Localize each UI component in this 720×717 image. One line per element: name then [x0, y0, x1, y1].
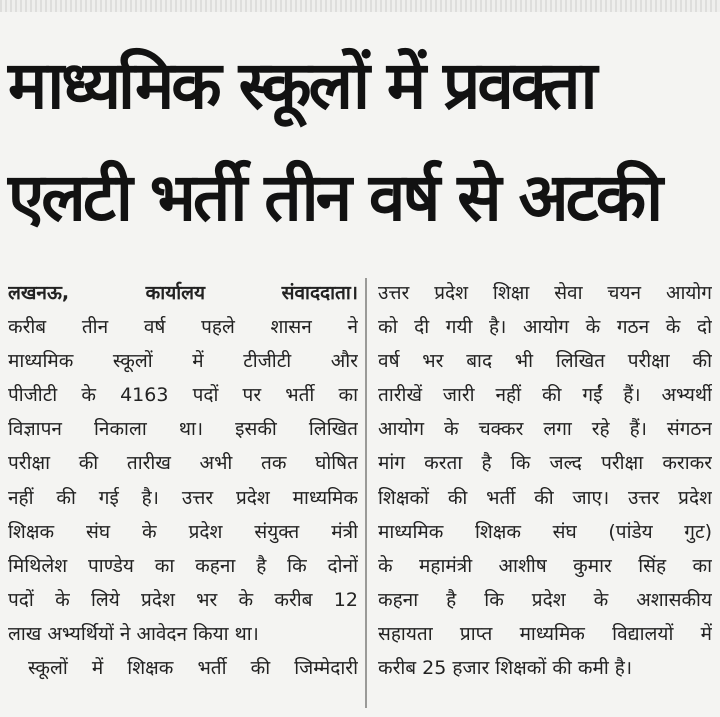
body-line: आयोग के चक्कर लगा रहे हैं। संगठन: [378, 418, 712, 441]
left-column: [8, 276, 358, 685]
body-line: मांग करता है कि जल्द परीक्षा कराकर: [378, 452, 712, 475]
body-line: करीब 25 हजार शिक्षकों की कमी है।: [378, 657, 633, 680]
body-line: माध्यमिक शिक्षक संघ (पांडेय गुट): [378, 520, 712, 543]
body-line: माध्यमिक स्कूलों में टीजीटी और: [8, 350, 358, 373]
body-line: तारीखें जारी नहीं की गईं हैं। अभ्यर्थी: [378, 384, 712, 407]
headline: [8, 30, 712, 254]
right-column: [378, 276, 712, 685]
body-line: कहना है कि प्रदेश के अशासकीय: [378, 588, 712, 611]
body-line: सहायता प्राप्त माध्यमिक विद्यालयों में: [378, 622, 712, 645]
body-line: वर्ष भर बाद भी लिखित परीक्षा की: [378, 350, 712, 373]
body-line: विज्ञापन निकाला था। इसकी लिखित: [8, 418, 358, 441]
body-line: स्कूलों में शिक्षक भर्ती की जिम्मेदारी: [28, 657, 358, 680]
body-line: को दी गयी है। आयोग के गठन के दो: [378, 316, 712, 339]
body-line: करीब तीन वर्ष पहले शासन ने: [8, 316, 358, 339]
body-line: पदों के लिये प्रदेश भर के करीब 12: [8, 588, 358, 611]
body-line: परीक्षा की तारीख अभी तक घोषित: [8, 452, 358, 475]
body-line: नहीं की गई है। उत्तर प्रदेश माध्यमिक: [8, 486, 358, 509]
page-edge: [0, 0, 720, 12]
dateline: लखनऊ, कार्यालय संवाददाता।: [8, 282, 358, 304]
headline-line: एलटी भर्ती तीन वर्ष से अटकी: [8, 159, 661, 236]
body-line: मिथिलेश पाण्डेय का कहना है कि दोनों: [8, 554, 358, 577]
body-line: लाख अभ्यर्थियों ने आवेदन किया था।: [8, 622, 259, 645]
body-line: शिक्षकों की भर्ती की जाए। उत्तर प्रदेश: [378, 486, 712, 509]
column-divider: [365, 278, 367, 708]
body-line: उत्तर प्रदेश शिक्षा सेवा चयन आयोग: [378, 282, 712, 304]
headline-line: माध्यमिक स्कूलों में प्रवक्ता: [8, 47, 595, 124]
body-line: के महामंत्री आशीष कुमार सिंह का: [378, 554, 712, 577]
body-line: शिक्षक संघ के प्रदेश संयुक्त मंत्री: [8, 520, 358, 543]
body-line: पीजीटी के 4163 पदों पर भर्ती का: [8, 384, 358, 407]
